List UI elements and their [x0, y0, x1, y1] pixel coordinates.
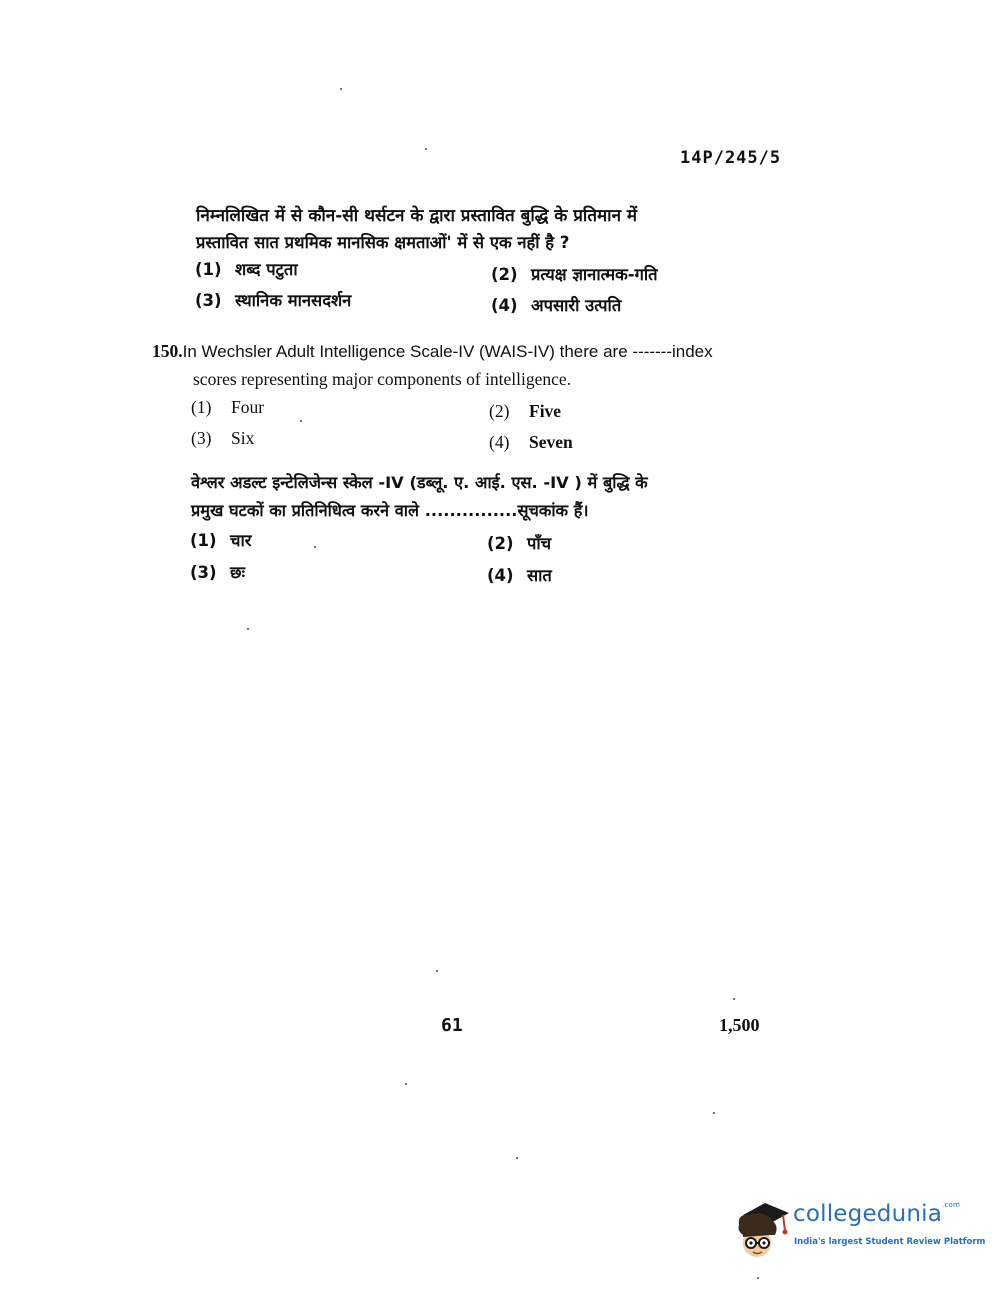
q150-option-2 [489, 401, 561, 422]
logo-tagline: India's largest Student Review Platform [794, 1237, 986, 1247]
q149-hindi-line1: निम्नलिखित में से कौन-सी थर्सटन के द्वारा प्रस्तावित बुद्धि के प्रतिमान में [196, 206, 638, 226]
option-text: चार [230, 531, 252, 550]
option-number: (4) [489, 432, 510, 452]
paper-code: 14P/245/5 [680, 148, 782, 168]
option-text: सात [527, 566, 552, 585]
question-count: 1,500 [719, 1015, 760, 1035]
logo-name: collegedunia [793, 1201, 943, 1227]
option-number: (3) [195, 291, 222, 310]
scan-speck [516, 1157, 518, 1159]
q150-hindi-option-4 [487, 563, 552, 586]
q149-option-3 [195, 288, 351, 311]
page-number: 61 [441, 1015, 463, 1036]
q150-hindi-option-1 [190, 528, 252, 551]
option-number: (1) [191, 397, 212, 417]
q150-option-1 [191, 397, 264, 418]
q150-hindi-option-3 [190, 560, 245, 583]
option-text: शब्द पटुता [235, 260, 298, 279]
q149-hindi-line2: प्रस्तावित सात प्रथमिक मानसिक क्षमताओं' में से एक नहीं है ? [196, 233, 570, 252]
option-text: प्रत्यक्ष ज्ञानात्मक-गति [531, 265, 658, 284]
q149-option-4 [491, 293, 621, 316]
scan-speck [340, 88, 342, 90]
scan-speck [405, 1083, 407, 1085]
scan-speck [713, 1112, 715, 1114]
mascot-icon [733, 1195, 791, 1261]
option-text: Six [231, 428, 255, 448]
option-number: (2) [491, 265, 518, 284]
scan-speck [425, 148, 427, 150]
option-number: (1) [190, 531, 217, 550]
option-number: (1) [195, 260, 222, 279]
scan-speck [733, 998, 735, 1000]
option-number: (4) [491, 296, 518, 315]
collegedunia-logo [733, 1195, 986, 1265]
q149-option-1 [195, 257, 298, 280]
scan-speck [436, 970, 438, 972]
q150-hindi-option-2 [487, 531, 551, 554]
option-number: (4) [487, 566, 514, 585]
option-text: Five [529, 401, 562, 421]
logo-wordmark [793, 1201, 960, 1227]
q150-line2: scores representing major components of intelligence. [193, 369, 572, 389]
option-text: छः [230, 563, 245, 582]
q150-text-line1: In Wechsler Adult Intelligence Scale-IV (WAIS-IV) there are -------index [182, 342, 713, 361]
option-text: Seven [529, 432, 573, 452]
option-number: (2) [489, 401, 510, 421]
q150-line1 [152, 341, 713, 362]
option-text: Four [231, 397, 265, 417]
scan-speck [314, 546, 316, 548]
q150-hindi-line1: वेश्लर अडल्ट इन्टेलिजेन्स स्केल -IV (डब्लू. ए. आई. एस. -IV ) में बुद्धि के [191, 473, 648, 492]
option-number: (2) [487, 534, 514, 553]
scan-speck [247, 628, 249, 630]
option-number: (3) [191, 428, 212, 448]
option-number: (3) [190, 563, 217, 582]
scan-speck [300, 420, 302, 422]
logo-suffix: .com [942, 1201, 961, 1209]
option-text: अपसारी उत्पति [531, 296, 622, 315]
q150-option-3 [191, 428, 254, 449]
q149-option-2 [491, 262, 658, 285]
scan-speck [757, 1277, 759, 1279]
option-text: पाँच [527, 534, 552, 553]
q150-hindi-line2: प्रमुख घटकों का प्रतिनिधित्व करने वाले ...............सूचकांक हैं। [191, 501, 589, 520]
option-text: स्थानिक मानसदर्शन [235, 291, 352, 310]
question-number: 150. [152, 341, 183, 361]
q150-option-4 [489, 432, 573, 453]
